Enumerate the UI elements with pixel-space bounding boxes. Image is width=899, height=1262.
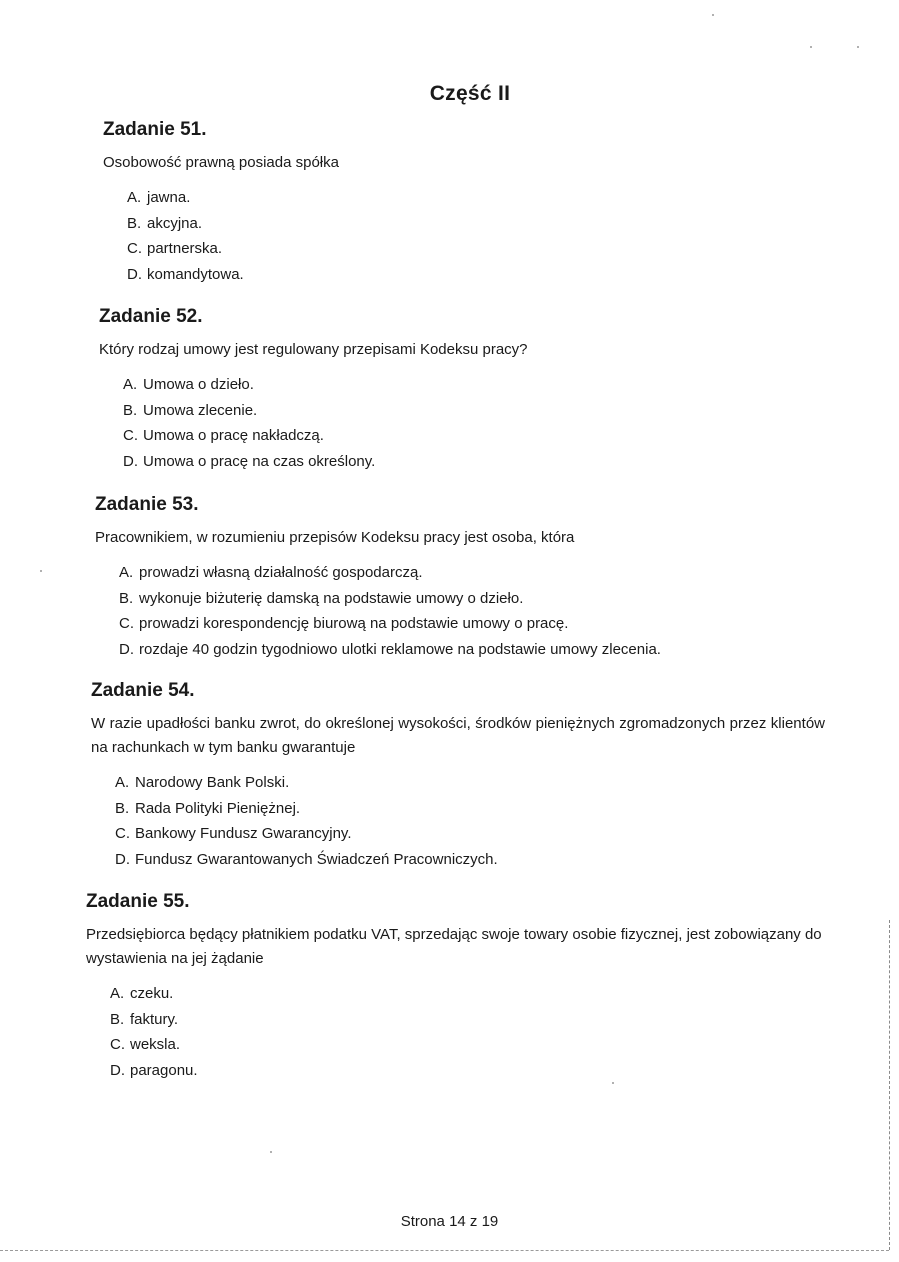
answer-option — [127, 236, 863, 262]
scan-speck — [712, 14, 714, 16]
answer-text: wykonuje biżuterię damską na podstawie umowy o dzieło. — [139, 589, 524, 607]
answer-text: Umowa zlecenie. — [143, 401, 258, 419]
scan-speck — [857, 46, 859, 48]
answer-letter: C. — [110, 1036, 125, 1053]
answer-text: Bankowy Fundusz Gwarancyjny. — [135, 825, 352, 842]
task-heading: Zadanie 53. — [95, 494, 199, 515]
answer-letter: D. — [110, 1061, 125, 1079]
answer-text: komandytowa. — [147, 265, 244, 283]
answer-option — [115, 821, 825, 847]
answer-option — [119, 586, 855, 612]
answer-letter: A. — [119, 564, 134, 581]
task-question: Przedsiębiorca będący płatnikiem podatku VAT, sprzedając swoje towary osobie fizycznej, jest zobowiązany do wystawienia na jej żądanie — [86, 926, 822, 967]
answer-list — [91, 770, 825, 872]
scan-speck — [40, 570, 42, 572]
task-heading: Zadanie 51. — [103, 119, 207, 140]
scan-edge-bottom — [0, 1250, 889, 1251]
answer-text: prowadzi korespondencję biurową na podstawie umowy o pracę. — [139, 615, 569, 632]
answer-letter: B. — [123, 401, 138, 419]
answer-option — [115, 770, 825, 796]
task-55 — [86, 891, 826, 1083]
answer-option — [119, 637, 855, 663]
answer-text: weksla. — [130, 1036, 181, 1053]
task-question: Pracownikiem, w rozumieniu przepisów Kodeksu pracy jest osoba, która — [95, 529, 575, 546]
answer-option — [127, 262, 863, 288]
answer-text: Rada Polityki Pieniężnej. — [135, 799, 301, 817]
task-question: Który rodzaj umowy jest regulowany przepisami Kodeksu pracy? — [99, 341, 528, 358]
scan-speck — [810, 46, 812, 48]
answer-option — [127, 211, 863, 237]
answer-list — [99, 372, 859, 474]
page-title: Część II — [429, 82, 511, 105]
answer-letter: B. — [119, 589, 134, 607]
answer-option — [110, 1032, 826, 1058]
answer-text: Umowa o pracę nakładczą. — [143, 427, 324, 444]
answer-letter: B. — [115, 799, 130, 817]
scan-speck — [612, 1082, 614, 1084]
answer-option — [110, 981, 826, 1007]
answer-option — [110, 1007, 826, 1033]
answer-option — [123, 449, 859, 475]
answer-text: paragonu. — [130, 1061, 198, 1079]
answer-text: jawna. — [147, 189, 191, 206]
answer-text: Fundusz Gwarantowanych Świadczeń Pracowniczych. — [135, 850, 498, 868]
task-heading: Zadanie 54. — [91, 680, 195, 701]
scan-edge-right — [889, 920, 890, 1250]
answer-list — [86, 981, 826, 1083]
answer-list — [103, 185, 863, 287]
answer-text: akcyjna. — [147, 214, 203, 232]
answer-letter: C. — [127, 240, 142, 257]
scan-speck — [270, 1151, 272, 1153]
task-52 — [99, 306, 859, 474]
answer-text: Narodowy Bank Polski. — [135, 774, 290, 791]
answer-option — [123, 398, 859, 424]
answer-letter: A. — [115, 774, 130, 791]
answer-text: rozdaje 40 godzin tygodniowo ulotki reklamowe na podstawie umowy zlecenia. — [139, 640, 661, 658]
answer-letter: A. — [127, 189, 142, 206]
task-51 — [103, 119, 863, 287]
answer-letter: D. — [127, 265, 142, 283]
answer-letter: C. — [119, 615, 134, 632]
answer-option — [115, 796, 825, 822]
answer-letter: C. — [115, 825, 130, 842]
task-heading: Zadanie 52. — [99, 306, 203, 327]
page-number: Strona 14 z 19 — [400, 1213, 499, 1230]
task-question: Osobowość prawną posiada spółka — [103, 154, 339, 171]
answer-text: partnerska. — [147, 240, 223, 257]
answer-text: Umowa o pracę na czas określony. — [143, 452, 376, 470]
answer-option — [110, 1058, 826, 1084]
answer-letter: B. — [110, 1010, 125, 1028]
answer-text: Umowa o dzieło. — [143, 376, 254, 393]
task-question: W razie upadłości banku zwrot, do określonej wysokości, środków pieniężnych zgromadzonych przez klientów na rachunkach w tym banku gwarantuje — [91, 715, 825, 756]
task-53 — [95, 494, 855, 662]
answer-letter: D. — [119, 640, 134, 658]
answer-option — [119, 560, 855, 586]
answer-letter: A. — [123, 376, 138, 393]
answer-text: czeku. — [130, 985, 174, 1002]
answer-letter: D. — [123, 452, 138, 470]
answer-list — [95, 560, 855, 662]
answer-text: prowadzi własną działalność gospodarczą. — [139, 564, 423, 581]
answer-letter: A. — [110, 985, 125, 1002]
answer-option — [123, 372, 859, 398]
answer-option — [123, 423, 859, 449]
answer-option — [119, 611, 855, 637]
task-54 — [91, 680, 825, 872]
task-heading: Zadanie 55. — [86, 891, 190, 912]
answer-letter: C. — [123, 427, 138, 444]
answer-letter: D. — [115, 850, 130, 868]
answer-letter: B. — [127, 214, 142, 232]
answer-option — [127, 185, 863, 211]
answer-option — [115, 847, 825, 873]
answer-text: faktury. — [130, 1010, 179, 1028]
